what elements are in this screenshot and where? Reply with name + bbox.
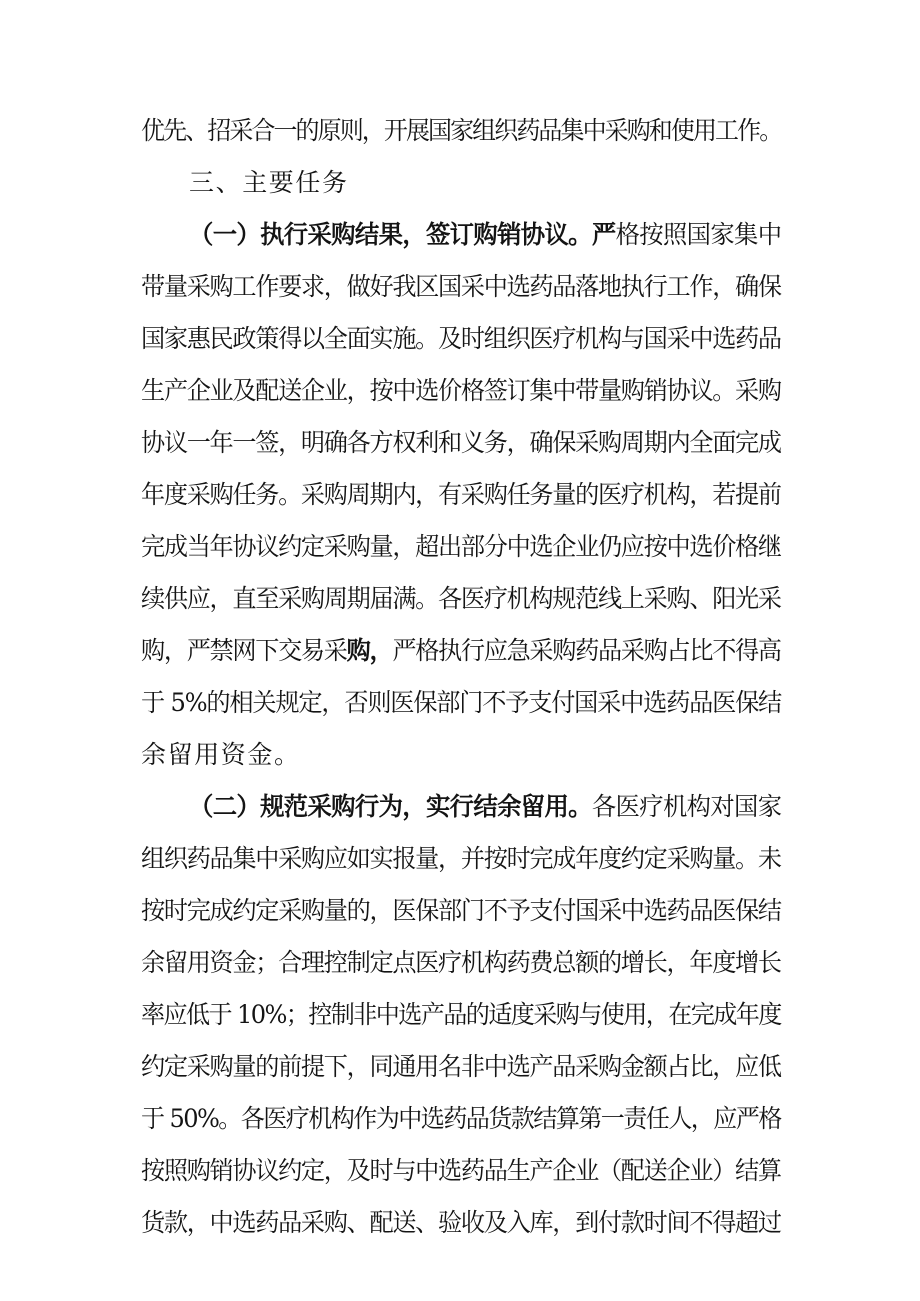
paragraph-line bbox=[141, 579, 781, 619]
text-run: 协议一年一签，明确各方权利和义务，确保采购周期内全面完成 bbox=[141, 428, 781, 457]
text-run: 优先、招采合一的原则，开展国家组织药品集中采购和使用工作。 bbox=[141, 116, 782, 145]
text-run: 各医疗机构对国家 bbox=[591, 792, 782, 821]
paragraph-line bbox=[141, 1099, 781, 1139]
text-run: 按时完成约定采购量的，医保部门不予支付国采中选药品医保结 bbox=[141, 896, 781, 925]
text-run: 于 50%。各医疗机构作为中选药品货款结算第一责任人，应严格 bbox=[141, 1104, 781, 1133]
paragraph-line bbox=[141, 423, 781, 463]
paragraph-line bbox=[141, 527, 781, 567]
paragraph-line bbox=[141, 631, 781, 671]
paragraph-line bbox=[141, 735, 781, 775]
text-run: 按照购销协议约定，及时与中选药品生产企业（配送企业）结算 bbox=[141, 1156, 781, 1185]
paragraph-line bbox=[141, 111, 782, 151]
text-run: 生产企业及配送企业，按中选价格签订集中带量购销协议。采购 bbox=[141, 376, 781, 405]
text-run: 余留用资金；合理控制定点医疗机构药费总额的增长，年度增长 bbox=[141, 948, 781, 977]
text-run: 货款，中选药品采购、配送、验收及入库，到付款时间不得超过 bbox=[141, 1208, 781, 1237]
text-run: 严 bbox=[591, 220, 616, 249]
text-run: 购，严禁网下交易采 bbox=[141, 636, 347, 665]
paragraph-line bbox=[141, 267, 781, 307]
paragraph-line bbox=[141, 1047, 781, 1087]
text-run: 于 5%的相关规定，否则医保部门不予支付国采中选药品医保结 bbox=[141, 688, 782, 717]
paragraph-line bbox=[141, 683, 782, 723]
text-run: 约定采购量的前提下，同通用名非中选产品采购金额占比，应低 bbox=[141, 1052, 781, 1081]
subsection-heading-line bbox=[189, 215, 782, 255]
subsection-title: （一）执行采购结果，签订购销协议。 bbox=[189, 220, 592, 249]
text-run: 组织药品集中采购应如实报量，并按时完成年度约定采购量。未 bbox=[141, 844, 781, 873]
paragraph-line bbox=[141, 891, 781, 931]
text-run: 国家惠民政策得以全面实施。及时组织医疗机构与国采中选药品 bbox=[141, 324, 781, 353]
text-run: 三、主要任务 bbox=[189, 168, 349, 197]
section-heading bbox=[189, 163, 781, 203]
paragraph-line bbox=[141, 475, 781, 515]
paragraph-line bbox=[141, 1203, 781, 1243]
text-run: 带量采购工作要求，做好我区国采中选药品落地执行工作，确保 bbox=[141, 272, 781, 301]
text-run: 率应低于 10%；控制非中选产品的适度采购与使用，在完成年度 bbox=[141, 1000, 781, 1029]
paragraph-line bbox=[141, 1151, 781, 1191]
text-run: 格按照国家集中 bbox=[615, 220, 782, 249]
subsection-heading-line bbox=[189, 787, 782, 827]
text-run: 余留用资金。 bbox=[141, 740, 301, 769]
paragraph-line bbox=[141, 839, 781, 879]
text-run: 严格执行应急采购药品采购占比不得高 bbox=[392, 636, 781, 665]
paragraph-line bbox=[141, 319, 781, 359]
text-run: 购， bbox=[346, 636, 393, 665]
text-run: 完成当年协议约定采购量，超出部分中选企业仍应按中选价格继 bbox=[141, 532, 781, 561]
paragraph-line bbox=[141, 995, 781, 1035]
paragraph-line bbox=[141, 371, 781, 411]
text-run: 续供应，直至采购周期届满。各医疗机构规范线上采购、阳光采 bbox=[141, 584, 781, 613]
text-run: 年度采购任务。采购周期内，有采购任务量的医疗机构，若提前 bbox=[141, 480, 781, 509]
subsection-title: （二）规范采购行为，实行结余留用。 bbox=[189, 792, 592, 821]
paragraph-line bbox=[141, 943, 781, 983]
